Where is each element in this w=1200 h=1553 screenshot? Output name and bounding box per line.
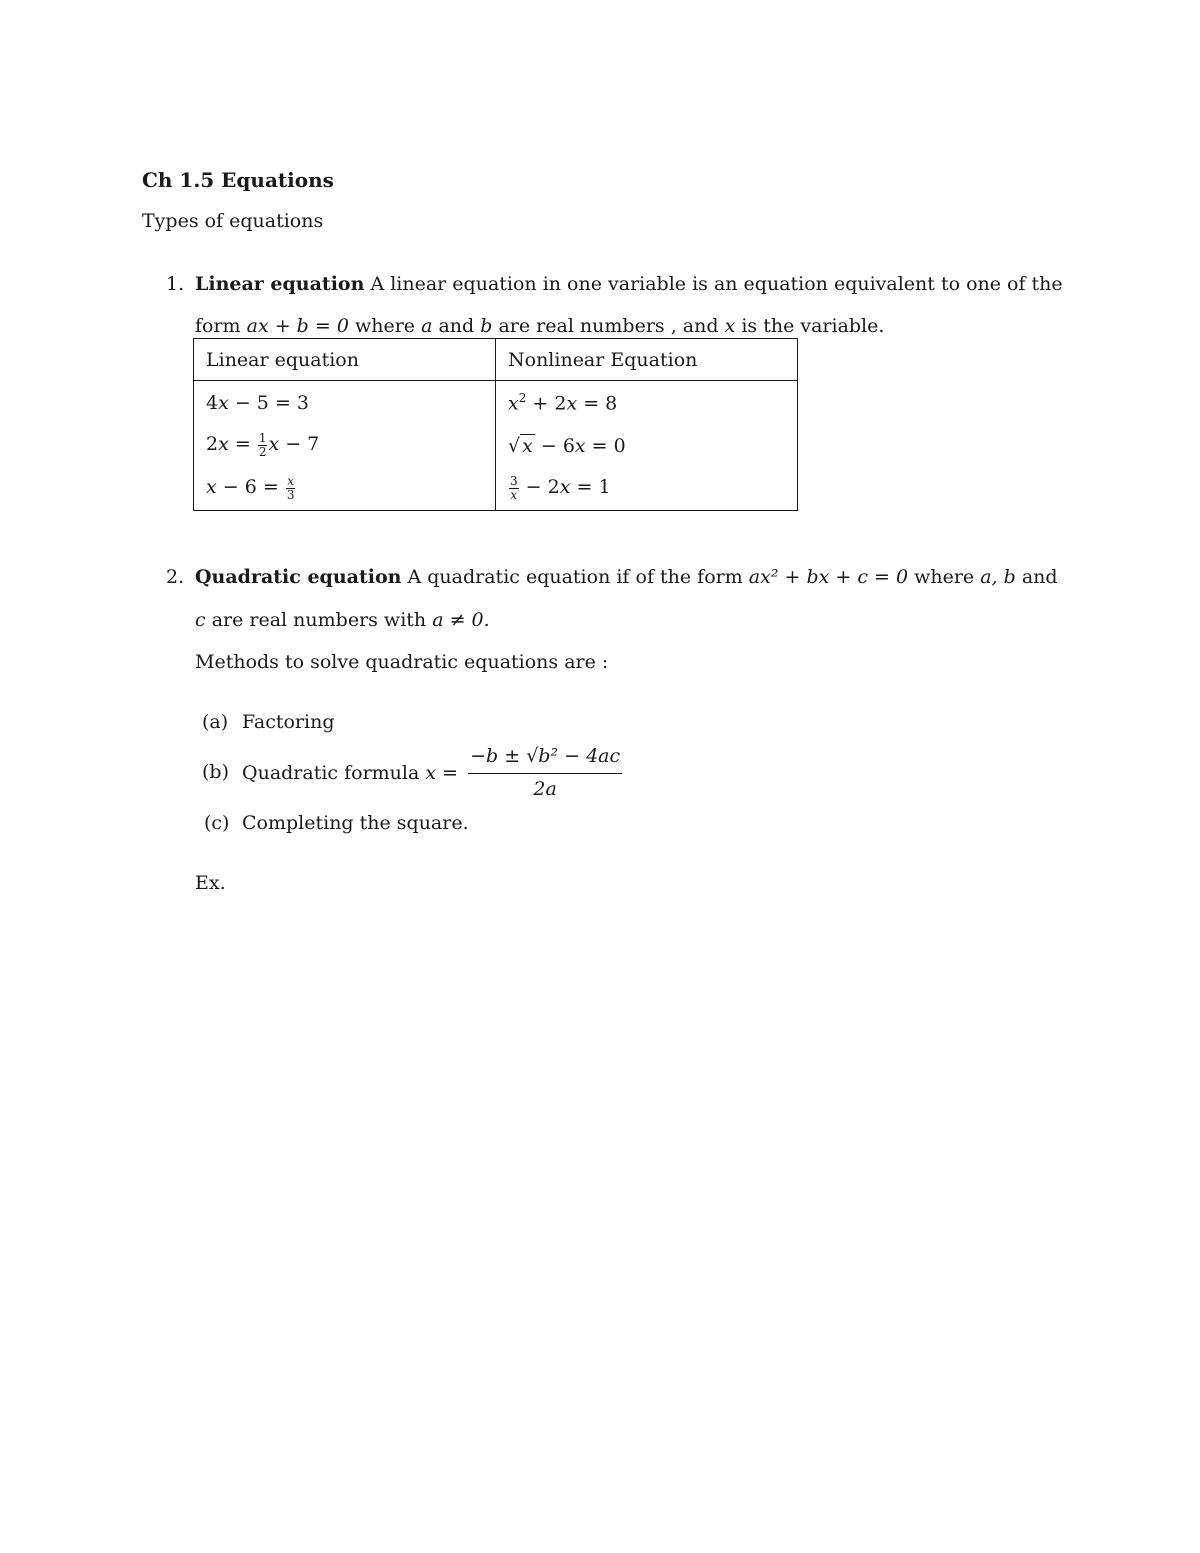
section2-where-word: where [914,566,975,588]
linear-form-formula: ax + b = 0 [246,315,349,337]
section1-number: 1. [166,273,185,295]
section1-line2 [195,317,884,336]
section1-line1 [195,275,1063,294]
section1-form-word: form [195,315,241,337]
section2-line1 [195,568,1058,587]
method-text-a: Factoring [242,711,335,733]
table-header-linear: Linear equation [194,339,496,381]
sqrt-x: √ x [508,434,533,457]
table-cell-nonlinear-1: $x^2 + 2x = 8$ [496,381,798,425]
methods-intro: Methods to solve quadratic equations are : [195,651,609,673]
section1-line1-text: A linear equation in one variable is an equation equivalent to one of the [370,273,1063,295]
fraction-3-over-x: $\frac{3}{x}$ [510,474,518,502]
fraction-x-over-3: $\frac{x}{3}$ [286,474,295,502]
table-cell-nonlinear-3: $\frac{3}{x}$ − 2x = 1 [496,467,798,511]
section2-and-word: and [1021,566,1058,588]
var-c: c [195,609,206,631]
method-label-c: (c) [204,812,230,834]
equation-table [193,338,798,511]
table-cell-nonlinear-2: √ x − 6x = 0 [496,424,798,467]
page-title: Ch 1.5 Equations [142,168,334,192]
nonzero-condition: a ≠ 0. [432,609,490,631]
method-text-b: Quadratic formula [242,761,420,784]
table-cell-linear-1: 4x − 5 = 3 [194,381,496,425]
quadratic-form-formula: ax² + bx + c = 0 [748,566,909,588]
vars-a-b: a, b [980,566,1016,588]
quadratic-formula-denominator: 2a [533,777,557,800]
section1-real-text: are real numbers , and [498,315,719,337]
section1-suffix: is the variable. [741,315,885,337]
method-label-b: (b) [202,761,229,783]
table-header-nonlinear: Nonlinear Equation [496,339,798,381]
quadratic-formula-numerator: −b ± √b² − 4ac [468,745,622,774]
var-a: a [421,315,433,337]
table-cell-linear-2: 2x = $\frac{1}{2}$ x − 7 [194,424,496,467]
section2-line2-text: are real numbers with [211,609,427,631]
section2-heading: Quadratic equation [195,566,402,588]
section2-line2 [195,611,490,630]
table-header-row [194,339,798,381]
section1-heading: Linear equation [195,273,365,295]
fraction-one-half: $\frac{1}{2}$ [258,431,267,459]
var-x: x [724,315,736,337]
table-row [194,467,798,511]
method-label-a: (a) [202,711,229,733]
section2-number: 2. [166,566,185,588]
example-label: Ex. [195,872,226,894]
table-row [194,381,798,425]
page-subtitle: Types of equations [142,210,324,232]
section1-and-word: and [438,315,475,337]
quadratic-formula-var: x = [425,761,459,784]
table-cell-linear-3: x − 6 = $\frac{x}{3}$ [194,467,496,511]
quadratic-formula-fraction [468,745,622,802]
method-b-line [242,745,622,802]
section2-line1-text: A quadratic equation if of the form [407,566,743,588]
table-row [194,424,798,467]
var-b: b [480,315,493,337]
method-text-c: Completing the square. [242,812,469,834]
section1-where-word: where [354,315,416,337]
